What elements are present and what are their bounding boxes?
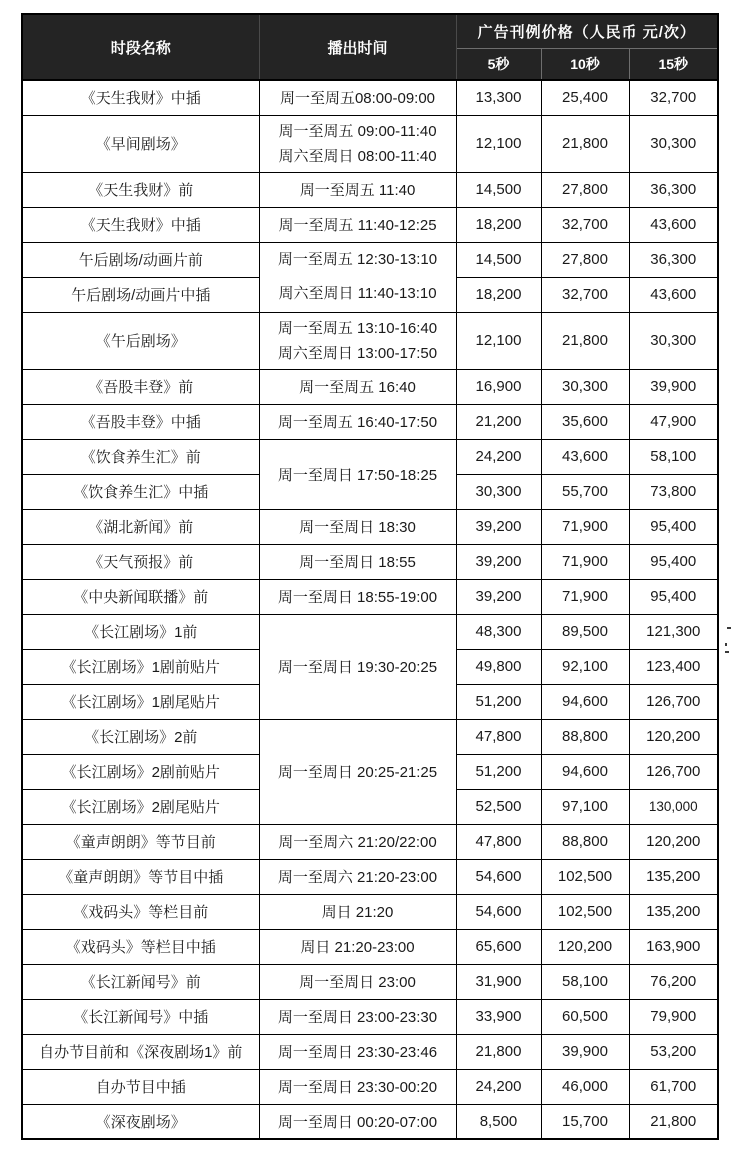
slot-name-cell: 自办节目中插 [22,1069,259,1104]
broadcast-time-cell: 周一至周五 16:40 [259,369,456,404]
price-10s-cell: 27,800 [541,242,629,277]
price-5s-cell: 51,200 [456,754,541,789]
table-row [22,579,718,614]
slot-name-cell: 《午后剧场》 [22,312,259,369]
screenshot-artifact [724,625,734,657]
slot-name-cell: 午后剧场/动画片中插 [22,277,259,312]
broadcast-time-cell: 周一至周五08:00-09:00 [259,80,456,115]
price-15s-cell: 135,200 [629,894,718,929]
price-10s-cell: 21,800 [541,115,629,172]
table-row [22,614,718,649]
header-15s: 15秒 [629,48,718,80]
broadcast-time-cell: 周一至周五 11:40 [259,172,456,207]
slot-name-cell: 《长江剧场》2剧尾贴片 [22,789,259,824]
slot-name-cell: 《长江剧场》1前 [22,614,259,649]
price-5s-cell: 65,600 [456,929,541,964]
price-15s-cell: 126,700 [629,754,718,789]
price-5s-cell: 14,500 [456,172,541,207]
broadcast-time-cell: 周日 21:20-23:00 [259,929,456,964]
price-5s-cell: 24,200 [456,439,541,474]
header-price-group: 广告刊例价格（人民币 元/次） [456,14,718,48]
table-row [22,509,718,544]
broadcast-time-cell: 周一至周五 16:40-17:50 [259,404,456,439]
price-10s-cell: 46,000 [541,1069,629,1104]
slot-name-cell: 《吾股丰登》中插 [22,404,259,439]
price-5s-cell: 18,200 [456,277,541,312]
price-10s-cell: 97,100 [541,789,629,824]
price-5s-cell: 30,300 [456,474,541,509]
price-5s-cell: 8,500 [456,1104,541,1139]
price-5s-cell: 16,900 [456,369,541,404]
slot-name-cell: 《长江新闻号》前 [22,964,259,999]
price-15s-cell: 121,300 [629,614,718,649]
price-5s-cell: 31,900 [456,964,541,999]
price-10s-cell: 89,500 [541,614,629,649]
slot-name-cell: 午后剧场/动画片前 [22,242,259,277]
price-5s-cell: 24,200 [456,1069,541,1104]
time-line: 周一至周五 09:00-11:40 [278,122,437,140]
broadcast-time-cell: 周一至周日 20:25-21:25 [259,719,456,824]
table-row [22,242,718,277]
price-15s-cell: 39,900 [629,369,718,404]
broadcast-time-cell: 周一至周六 21:20/22:00 [259,824,456,859]
price-15s-cell: 21,800 [629,1104,718,1139]
price-5s-cell: 49,800 [456,649,541,684]
slot-name-cell: 《早间剧场》 [22,115,259,172]
slot-name-cell: 《中央新闻联播》前 [22,579,259,614]
table-row [22,312,718,369]
price-15s-cell: 120,200 [629,719,718,754]
table-row [22,999,718,1034]
broadcast-time-cell [259,242,456,312]
slot-name-cell: 《长江剧场》1剧前贴片 [22,649,259,684]
price-10s-cell: 32,700 [541,207,629,242]
price-15s-cell: 76,200 [629,964,718,999]
price-15s-cell: 95,400 [629,509,718,544]
price-15s-cell: 47,900 [629,404,718,439]
table-row [22,544,718,579]
price-5s-cell: 39,200 [456,509,541,544]
price-10s-cell: 88,800 [541,719,629,754]
price-15s-cell: 126,700 [629,684,718,719]
price-5s-cell: 33,900 [456,999,541,1034]
header-10s: 10秒 [541,48,629,80]
broadcast-time-cell: 周一至周日 23:30-23:46 [259,1034,456,1069]
price-15s-cell: 53,200 [629,1034,718,1069]
price-10s-cell: 92,100 [541,649,629,684]
price-15s-cell: 73,800 [629,474,718,509]
table-row [22,929,718,964]
price-15s-cell: 130,000 [629,789,718,824]
price-10s-cell: 58,100 [541,964,629,999]
price-10s-cell: 39,900 [541,1034,629,1069]
slot-name-cell: 《天生我财》前 [22,172,259,207]
time-line: 周六至周日 11:40-13:10 [278,285,437,302]
price-10s-cell: 55,700 [541,474,629,509]
price-5s-cell: 54,600 [456,859,541,894]
price-5s-cell: 39,200 [456,544,541,579]
slot-name-cell: 自办节目前和《深夜剧场1》前 [22,1034,259,1069]
price-10s-cell: 71,900 [541,509,629,544]
broadcast-time-cell: 周一至周日 17:50-18:25 [259,439,456,509]
slot-name-cell: 《吾股丰登》前 [22,369,259,404]
table-row [22,1104,718,1139]
broadcast-time-cell: 周一至周日 23:30-00:20 [259,1069,456,1104]
price-10s-cell: 30,300 [541,369,629,404]
slot-name-cell: 《天气预报》前 [22,544,259,579]
broadcast-time-cell: 周一至周日 23:00-23:30 [259,999,456,1034]
table-header [22,14,718,80]
price-15s-cell: 61,700 [629,1069,718,1104]
price-10s-cell: 32,700 [541,277,629,312]
price-15s-cell: 43,600 [629,277,718,312]
slot-name-cell: 《长江剧场》1剧尾贴片 [22,684,259,719]
table-row [22,1034,718,1069]
price-5s-cell: 47,800 [456,824,541,859]
price-10s-cell: 102,500 [541,859,629,894]
table-row [22,859,718,894]
price-10s-cell: 27,800 [541,172,629,207]
broadcast-time-cell: 周日 21:20 [259,894,456,929]
price-10s-cell: 71,900 [541,544,629,579]
price-10s-cell: 88,800 [541,824,629,859]
price-10s-cell: 60,500 [541,999,629,1034]
slot-name-cell: 《深夜剧场》 [22,1104,259,1139]
table-row [22,824,718,859]
price-15s-cell: 32,700 [629,80,718,115]
price-10s-cell: 120,200 [541,929,629,964]
broadcast-time-cell: 周一至周五 11:40-12:25 [259,207,456,242]
slot-name-cell: 《饮食养生汇》中插 [22,474,259,509]
price-15s-cell: 123,400 [629,649,718,684]
table-row [22,894,718,929]
time-line: 周一至周五 13:10-16:40 [277,319,438,337]
broadcast-time-cell: 周一至周日 00:20-07:00 [259,1104,456,1139]
price-15s-cell: 95,400 [629,544,718,579]
price-15s-cell: 36,300 [629,172,718,207]
header-5s: 5秒 [456,48,541,80]
slot-name-cell: 《童声朗朗》等节目前 [22,824,259,859]
slot-name-cell: 《戏码头》等栏目前 [22,894,259,929]
price-5s-cell: 13,300 [456,80,541,115]
table-row [22,404,718,439]
price-15s-cell: 43,600 [629,207,718,242]
price-5s-cell: 52,500 [456,789,541,824]
price-5s-cell: 47,800 [456,719,541,754]
price-5s-cell: 12,100 [456,115,541,172]
price-10s-cell: 71,900 [541,579,629,614]
header-broadcast-time: 播出时间 [259,14,456,80]
slot-name-cell: 《天生我财》中插 [22,80,259,115]
table-row [22,369,718,404]
table-row [22,115,718,172]
price-5s-cell: 14,500 [456,242,541,277]
slot-name-cell: 《长江剧场》2剧前贴片 [22,754,259,789]
price-5s-cell: 18,200 [456,207,541,242]
table-row [22,719,718,754]
table-row [22,964,718,999]
header-slot-name: 时段名称 [22,14,259,80]
price-10s-cell: 15,700 [541,1104,629,1139]
price-10s-cell: 43,600 [541,439,629,474]
price-5s-cell: 54,600 [456,894,541,929]
price-15s-cell: 120,200 [629,824,718,859]
price-15s-cell: 135,200 [629,859,718,894]
table-row [22,207,718,242]
broadcast-time-cell: 周一至周日 18:55-19:00 [259,579,456,614]
slot-name-cell: 《童声朗朗》等节目中插 [22,859,259,894]
slot-name-cell: 《长江新闻号》中插 [22,999,259,1034]
time-line: 周六至周日 13:00-17:50 [277,344,438,362]
broadcast-time-cell: 周一至周六 21:20-23:00 [259,859,456,894]
time-line: 周一至周五 12:30-13:10 [277,251,438,268]
slot-name-cell: 《天生我财》中插 [22,207,259,242]
table-row [22,80,718,115]
slot-name-cell: 《长江剧场》2前 [22,719,259,754]
slot-name-cell: 《湖北新闻》前 [22,509,259,544]
table-row [22,1069,718,1104]
price-10s-cell: 25,400 [541,80,629,115]
broadcast-time-cell [259,115,456,172]
broadcast-time-cell: 周一至周日 19:30-20:25 [259,614,456,719]
price-5s-cell: 48,300 [456,614,541,649]
broadcast-time-cell: 周一至周日 18:55 [259,544,456,579]
price-10s-cell: 102,500 [541,894,629,929]
table-row [22,439,718,474]
price-15s-cell: 79,900 [629,999,718,1034]
price-15s-cell: 163,900 [629,929,718,964]
broadcast-time-cell [259,312,456,369]
price-5s-cell: 12,100 [456,312,541,369]
price-15s-cell: 30,300 [629,312,718,369]
rate-card-sheet [21,13,719,1140]
price-10s-cell: 94,600 [541,754,629,789]
price-15s-cell: 58,100 [629,439,718,474]
header-row-top [22,14,718,48]
broadcast-time-cell: 周一至周日 18:30 [259,509,456,544]
time-line: 周六至周日 08:00-11:40 [278,147,437,165]
price-10s-cell: 21,800 [541,312,629,369]
price-10s-cell: 94,600 [541,684,629,719]
price-table-body [22,80,718,1139]
slot-name-cell: 《戏码头》等栏目中插 [22,929,259,964]
price-15s-cell: 36,300 [629,242,718,277]
price-15s-cell: 95,400 [629,579,718,614]
price-5s-cell: 51,200 [456,684,541,719]
price-10s-cell: 35,600 [541,404,629,439]
price-5s-cell: 21,200 [456,404,541,439]
ad-price-table [21,13,719,1140]
table-row [22,172,718,207]
price-5s-cell: 39,200 [456,579,541,614]
price-5s-cell: 21,800 [456,1034,541,1069]
broadcast-time-cell: 周一至周日 23:00 [259,964,456,999]
price-15s-cell: 30,300 [629,115,718,172]
slot-name-cell: 《饮食养生汇》前 [22,439,259,474]
